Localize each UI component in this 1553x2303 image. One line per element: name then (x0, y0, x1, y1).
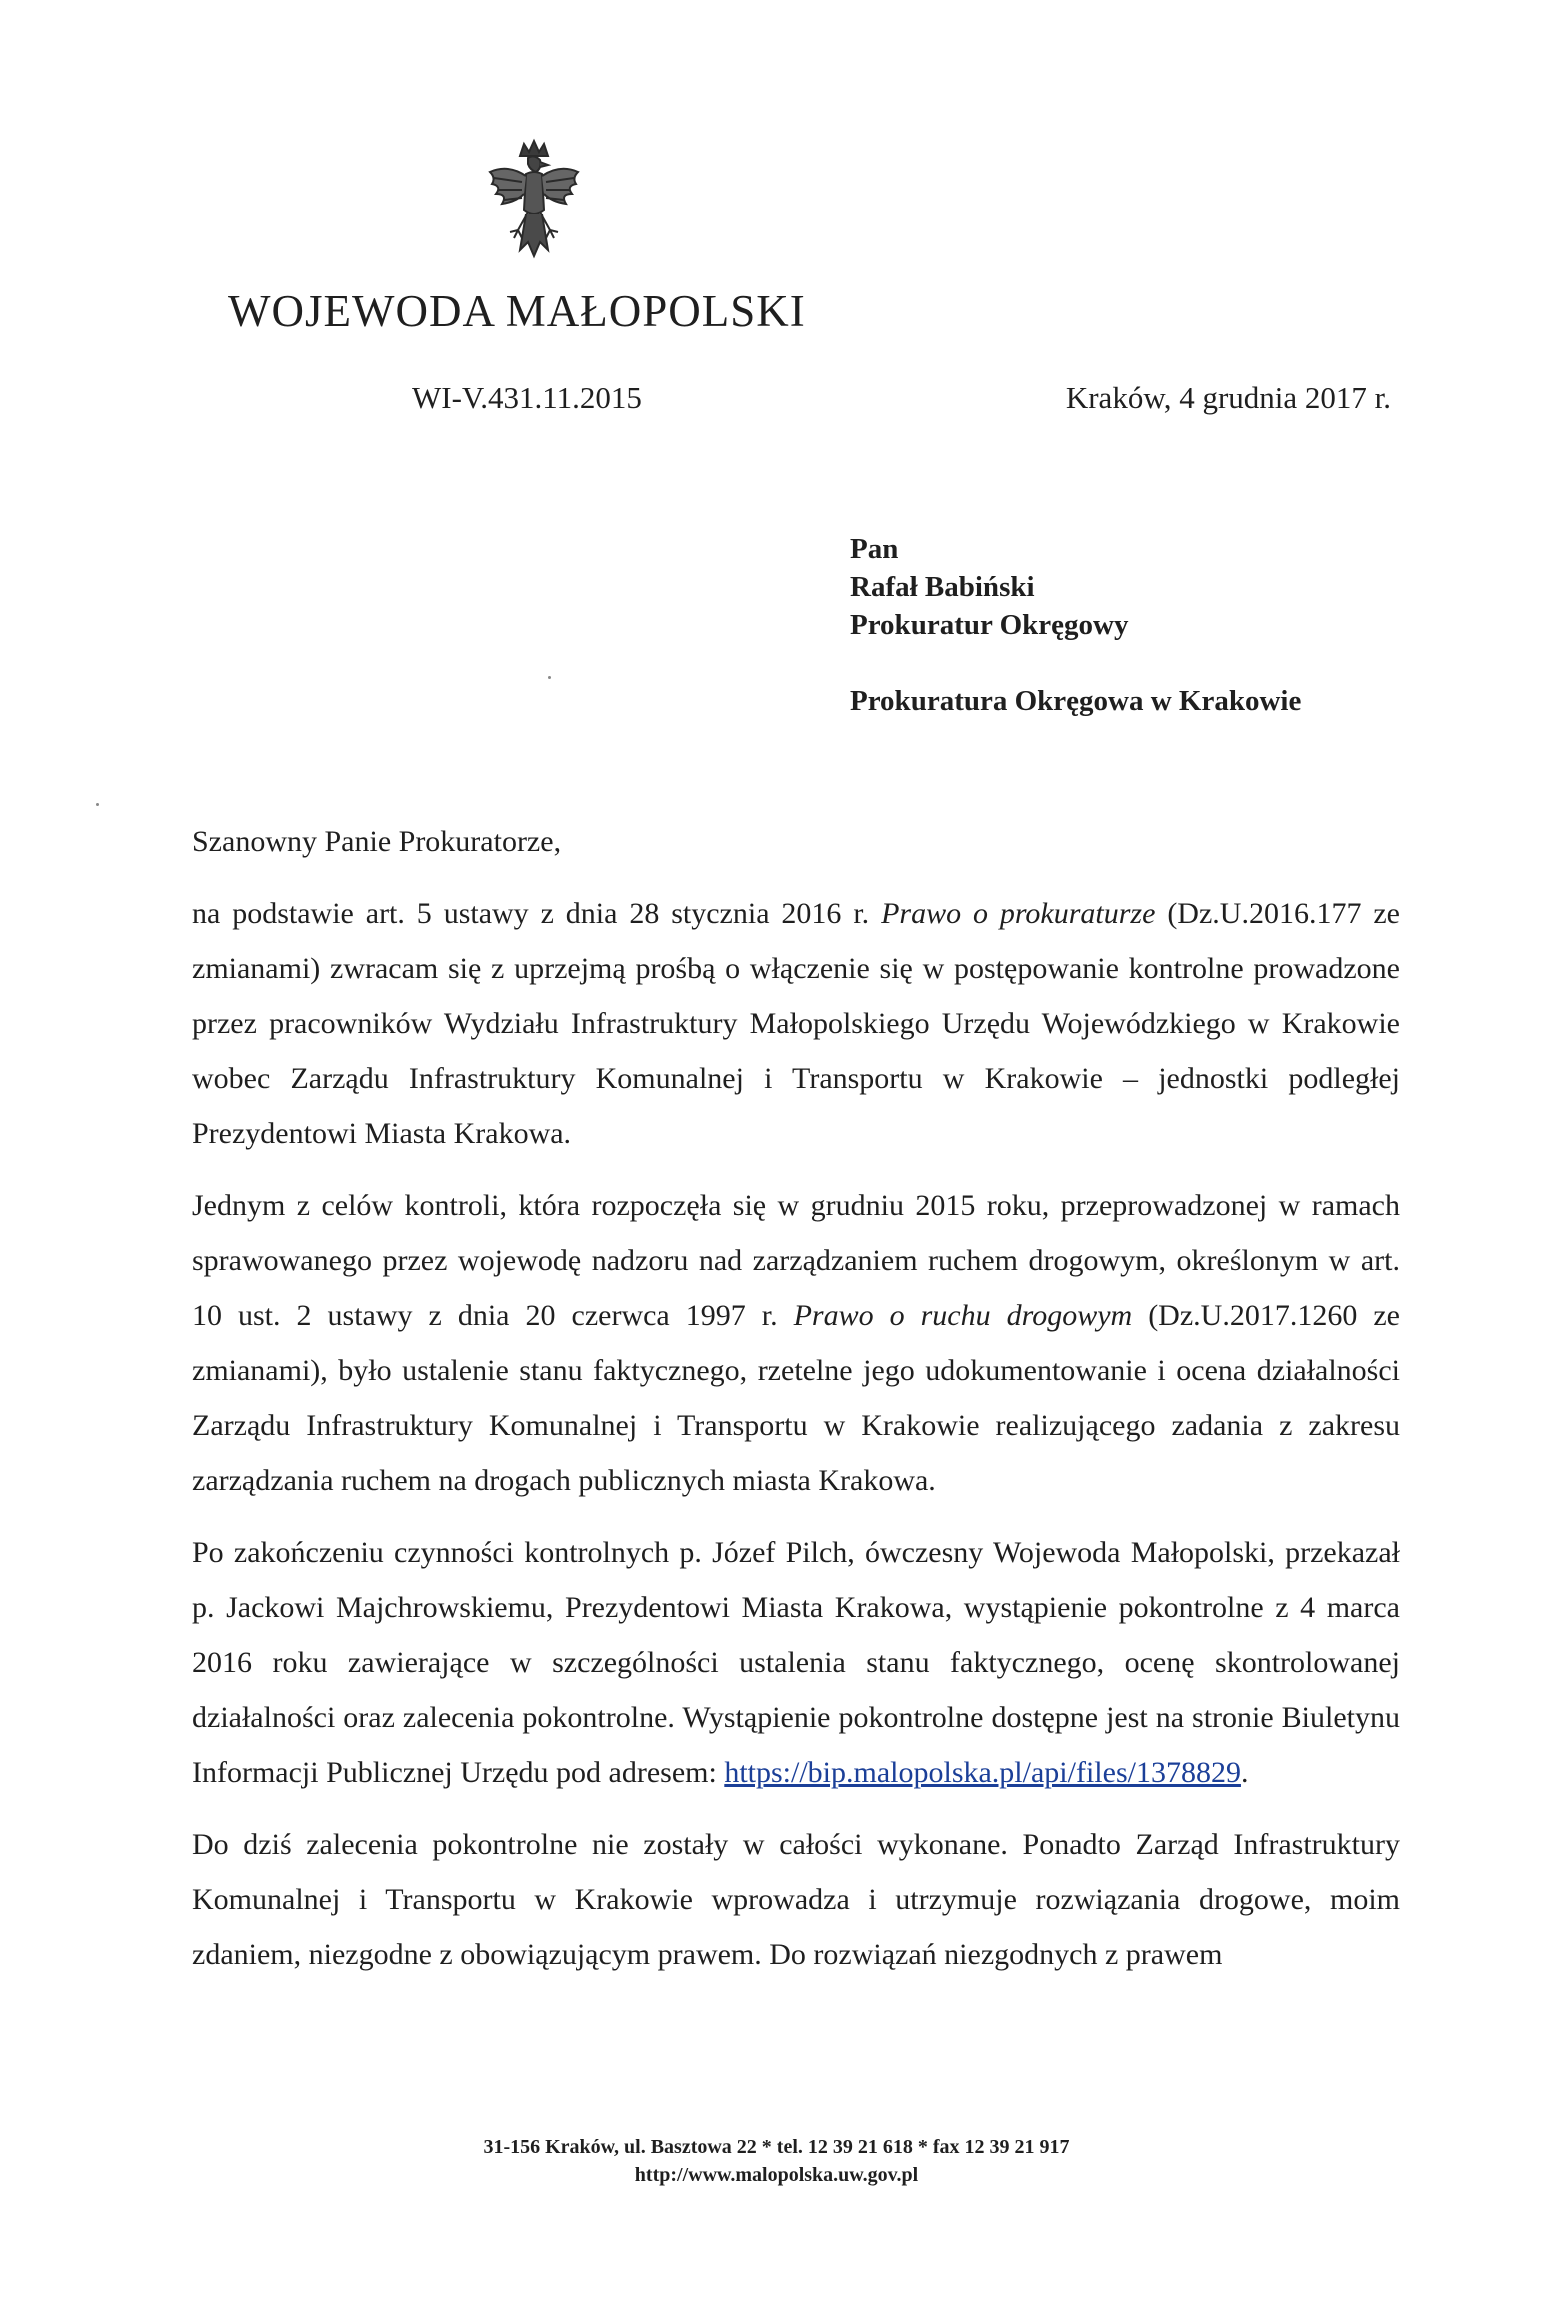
recipient-office: Prokuratura Okręgowa w Krakowie (850, 685, 1302, 717)
paragraph-1-text-b: (Dz.U.2016.177 ze zmianami) zwracam się z uprzejmą prośbą o włączenie się w postępowanie kontrolne prowadzone przez pracowników Wydziału Infrastruktury Małopolskiego Urzędu Wojewódzkiego w Krakowie wobec Zarządu Infrastruktury Komunalnej i Transportu w Krakowie – jednostki podległej Prezydentowi Miasta Krakowa. (192, 897, 1400, 1150)
bip-document-link[interactable]: https://bip.malopolska.pl/api/files/1378829 (724, 1756, 1241, 1789)
paragraph-2-text-a: Jednym z celów kontroli, która rozpoczęła się w grudniu 2015 roku, przeprowadzonej w ramach sprawowanego przez wojewodę nadzoru nad zarządzaniem ruchem drogowym, określonym w art. 10 ust. 2 ustawy z dnia 20 czerwca 1997 r. (192, 1189, 1400, 1332)
paragraph-3 (192, 1525, 1400, 1800)
recipient-name: Rafał Babiński (850, 571, 1035, 603)
recipient-title: Pan (850, 533, 899, 565)
paragraph-2-text-b: (Dz.U.2017.1260 ze zmianami), było ustalenie stanu faktycznego, rzetelne jego udokumentowanie i ocena działalności Zarządu Infrastruktury Komunalnej i Transportu w Krakowie realizującego zadania z zakresu zarządzania ruchem na drogach publicznych miasta Krakowa. (192, 1299, 1400, 1497)
reference-number: WI-V.431.11.2015 (412, 380, 642, 415)
letter-salutation: Szanowny Panie Prokuratorze, (192, 825, 562, 858)
paragraph-1 (192, 886, 1400, 1161)
paragraph-2-act-title: Prawo o ruchu drogowym (793, 1299, 1133, 1332)
footer-website: http://www.malopolska.uw.gov.pl (634, 2164, 919, 2186)
paragraph-3-end: . (1240, 1756, 1249, 1789)
place-and-date: Kraków, 4 grudnia 2017 r. (1065, 380, 1391, 415)
scan-speck (96, 803, 99, 806)
letter-body (192, 886, 1400, 1999)
letter-footer (0, 2133, 1553, 2189)
scan-speck (548, 676, 551, 679)
paragraph-4: Do dziś zalecenia pokontrolne nie zostały w całości wykonane. Ponadto Zarząd Infrastruktury Komunalnej i Transportu w Krakowie wprowadza i utrzymuje rozwiązania drogowe, moim zdaniem, niezgodne z obowiązującym prawem. Do rozwiązań niezgodnych z prawem (192, 1828, 1400, 1971)
recipient-block (850, 530, 1301, 720)
paragraph-1-text-a: na podstawie art. 5 ustawy z dnia 28 stycznia 2016 r. (192, 897, 882, 930)
polish-eagle-emblem-icon (482, 138, 586, 262)
paragraph-2 (192, 1178, 1400, 1508)
authority-title: WOJEWODA MAŁOPOLSKI (228, 286, 806, 336)
paragraph-3-text: Po zakończeniu czynności kontrolnych p. Józef Pilch, ówczesny Wojewoda Małopolski, przekazał p. Jackowi Majchrowskiemu, Prezydentowi Miasta Krakowa, wystąpienie pokontrolne z 4 marca 2016 roku zawierające w szczególności ustalenia stanu faktycznego, ocenę skontrolowanej działalności oraz zalecenia pokontrolne. Wystąpienie pokontrolne dostępne jest na stronie Biuletynu Informacji Publicznej Urzędu pod adresem: (192, 1536, 1400, 1789)
footer-address: 31-156 Kraków, ul. Basztowa 22 * tel. 12 39 21 618 * fax 12 39 21 917 (483, 2136, 1070, 2158)
recipient-position: Prokuratur Okręgowy (850, 609, 1129, 641)
paragraph-1-act-title: Prawo o prokuraturze (881, 897, 1156, 930)
